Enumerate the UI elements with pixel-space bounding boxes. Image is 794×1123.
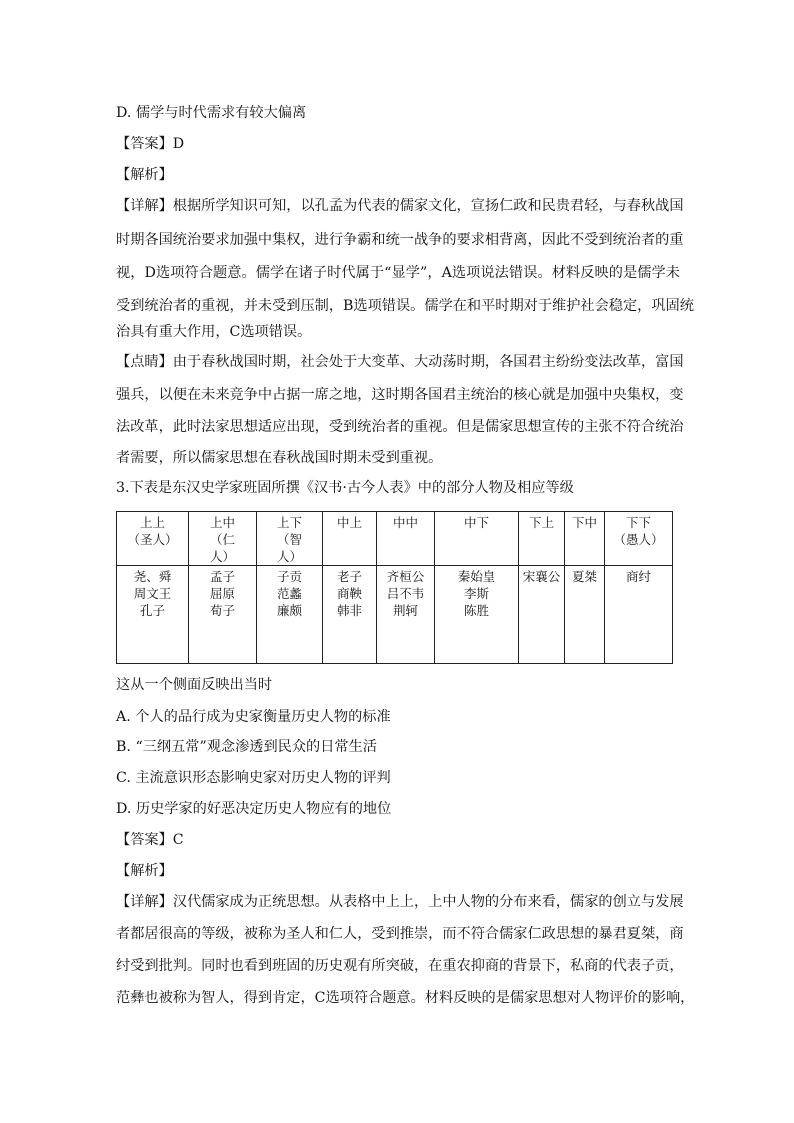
analysis-label-2: 【解析】 <box>116 863 173 879</box>
table-cell: 老子 商鞅 韩非 <box>323 566 377 664</box>
table-header-cell: 下上 <box>519 512 565 566</box>
analysis2-line: 者都居很高的等级，被称为圣人和仁人，受到推崇，而不符合儒家仁政思想的暴君夏桀，商 <box>116 926 684 942</box>
option-c: C. 主流意识形态影响史家对历史人物的评判 <box>116 770 391 786</box>
table-header-cell: 下下 （愚人） <box>605 512 673 566</box>
table-header-cell: 上中 （仁 人） <box>189 512 257 566</box>
question-stem: 这从一个侧面反映出当时 <box>116 677 273 693</box>
option-d: D. 历史学家的好恶决定历史人物应有的地位 <box>116 801 392 817</box>
answer-label-2: 【答案】C <box>116 832 184 848</box>
table-cell: 商纣 <box>605 566 673 664</box>
analysis2-line: 【详解】汉代儒家成为正统思想。从表格中上上，上中人物的分布来看，儒家的创立与发展 <box>116 894 684 910</box>
comment1-line: 法改革，此时法家思想适应出现，受到统治者的重视。但是儒家思想宣传的主张不符合统治 <box>116 419 684 435</box>
table-cell: 尧、舜 周文王 孔子 <box>117 566 189 664</box>
table-header-row <box>117 512 673 566</box>
grade-table <box>116 511 673 664</box>
question-3: 3.下表是东汉史学家班固所撰《汉书·古今人表》中的部分人物及相应等级 <box>116 480 574 496</box>
table-header-cell: 中下 <box>435 512 519 566</box>
table-header-cell: 中上 <box>323 512 377 566</box>
analysis1-line: 受到统治者的重视，并未受到压制，B选项错误。儒学在和平时期对于维护社会稳定，巩固统 <box>116 298 694 314</box>
table-cell: 子贡 范蠡 廉颇 <box>257 566 323 664</box>
table-header-cell: 上上 （圣人） <box>117 512 189 566</box>
answer-label-1: 【答案】D <box>116 136 185 152</box>
comment1-line: 强兵，以便在未来竞争中占据一席之地，这时期各国君主统治的核心就是加强中央集权，变 <box>116 387 684 403</box>
analysis2-line: 纣受到批判。同时也看到班固的历史观有所突破，在重农抑商的背景下，私商的代表子贡， <box>116 958 684 974</box>
analysis2-line: 范彝也被称为智人，得到肯定，C选项符合题意。材料反映的是儒家思想对人物评价的影响， <box>116 990 695 1006</box>
table-cell: 秦始皇 李斯 陈胜 <box>435 566 519 664</box>
table-header-cell: 下中 <box>565 512 605 566</box>
table-header-cell: 中中 <box>377 512 435 566</box>
table-header-cell: 上下 （智 人） <box>257 512 323 566</box>
table-cell: 齐桓公 吕不韦 荆轲 <box>377 566 435 664</box>
table-cell: 宋襄公 <box>519 566 565 664</box>
option-a: A. 个人的品行成为史家衡量历史人物的标准 <box>116 709 391 725</box>
analysis1-line: 治具有重大作用，C选项错误。 <box>116 324 312 340</box>
option-d-prev: D. 儒学与时代需求有较大偏离 <box>116 105 307 121</box>
table-cell: 孟子 屈原 荀子 <box>189 566 257 664</box>
comment1-line: 者需要，所以儒家思想在春秋战国时期未受到重视。 <box>116 450 443 466</box>
analysis1-line: 【详解】根据所学知识可知，以孔孟为代表的儒家文化，宣扬仁政和民贵君轻，与春秋战国 <box>116 198 684 214</box>
comment1-line: 【点睛】由于春秋战国时期，社会处于大变革、大动荡时期，各国君主纷纷变法改革，富国 <box>116 354 684 370</box>
analysis-label-1: 【解析】 <box>116 167 173 183</box>
option-b: B. “三纲五常”观念渗透到民众的日常生活 <box>116 739 377 755</box>
analysis1-line: 视，D选项符合题意。儒学在诸子时代属于“显学”，A选项说法错误。材料反映的是儒学未 <box>116 265 680 281</box>
table-cell: 夏桀 <box>565 566 605 664</box>
table-row <box>117 566 673 664</box>
analysis1-line: 时期各国统治要求加强中集权，进行争霸和统一战争的要求相背离，因此不受到统治者的重 <box>116 232 684 248</box>
